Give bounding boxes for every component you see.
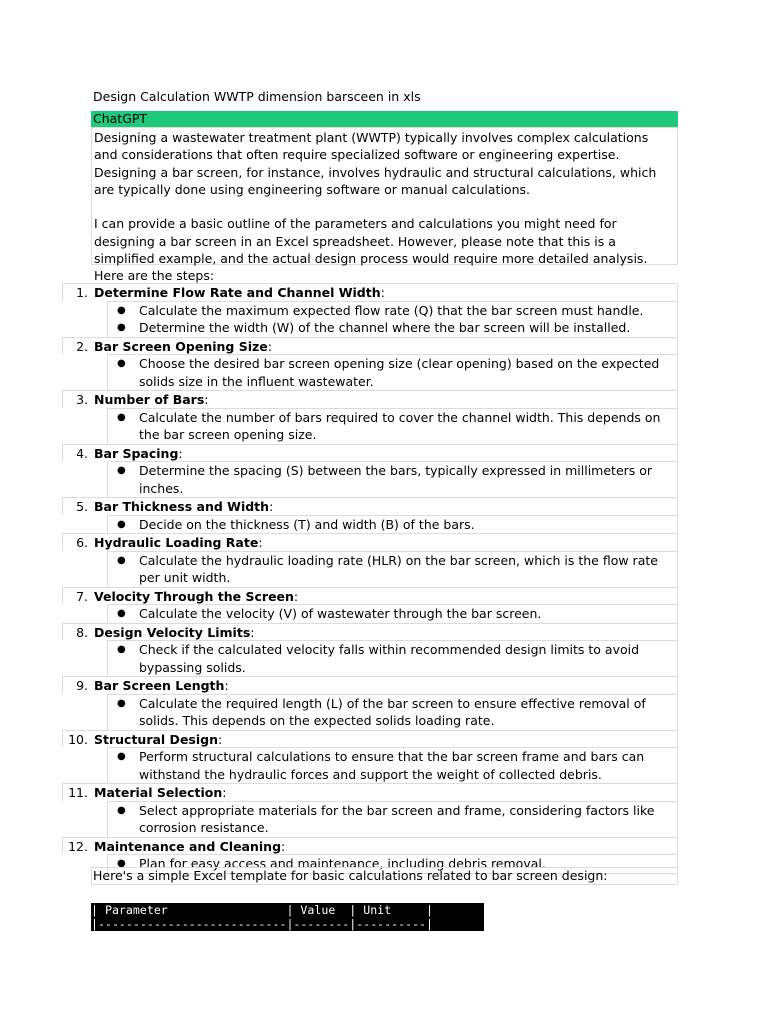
step-detail-text: Perform structural calculations to ensure that the bar screen frame and bars can withstand the hydraulic forces and support the weight of collected debris.	[139, 749, 645, 782]
step-title: Hydraulic Loading Rate:	[94, 535, 263, 550]
step-detail-item	[108, 302, 677, 320]
step-title: Structural Design:	[94, 731, 223, 747]
step-title: Velocity Through the Screen:	[94, 588, 299, 604]
code-line: | Parameter | Value | Unit |	[91, 903, 434, 917]
steps-list	[62, 283, 678, 874]
intro-paragraph: I can provide a basic outline of the parameters and calculations you might need for designing a bar screen in an Excel spreadsheet. However, please note that this is a simplified example, and the actual design process would require more detailed analysis. Here are the steps:	[94, 216, 648, 284]
step-detail-item	[108, 516, 677, 534]
step-detail-item	[108, 462, 677, 497]
step-title: Determine Flow Rate and Channel Width:	[94, 285, 385, 300]
step-title: Bar Spacing:	[94, 445, 183, 461]
step-detail-text: Determine the width (W) of the channel where the bar screen will be installed.	[139, 320, 631, 335]
step-detail-item	[108, 605, 677, 623]
step-detail-text: Decide on the thickness (T) and width (B) of the bars.	[139, 516, 475, 532]
step-item	[62, 533, 678, 587]
step-detail-list	[107, 301, 678, 337]
step-detail-item	[108, 552, 677, 587]
bullet-icon: ●	[117, 358, 126, 369]
step-title-text: Design Velocity Limits	[94, 624, 251, 640]
step-header	[62, 623, 678, 641]
step-detail-item	[108, 748, 677, 783]
document-title: Design Calculation WWTP dimension barsceen in xls	[93, 89, 421, 104]
step-detail-list	[107, 640, 678, 676]
intro-block	[91, 127, 678, 284]
step-detail-item	[108, 641, 677, 676]
step-title: Material Selection:	[94, 785, 227, 800]
bullet-icon: ●	[117, 858, 126, 869]
step-detail-text: Calculate the required length (L) of the bar screen to ensure effective removal of solids. This depends on the expected solids loading rate.	[139, 695, 646, 728]
step-detail-list	[107, 515, 678, 534]
step-number: 10.	[68, 731, 88, 747]
step-number: 6.	[76, 535, 88, 550]
step-title-text: Bar Screen Opening Size	[94, 338, 268, 354]
step-detail-list	[107, 461, 678, 497]
bullet-icon: ●	[117, 751, 126, 762]
bullet-icon: ●	[117, 518, 126, 530]
template-note: Here's a simple Excel template for basic calculations related to bar screen design:	[91, 867, 678, 885]
bullet-icon: ●	[117, 465, 126, 476]
step-title-text: Bar Thickness and Width	[94, 499, 270, 514]
step-title-text: Number of Bars	[94, 392, 205, 407]
bullet-icon: ●	[117, 804, 126, 816]
step-detail-list	[107, 801, 678, 837]
step-detail-text: Calculate the velocity (V) of wastewater through the bar screen.	[139, 606, 542, 621]
step-title: Bar Screen Length:	[94, 678, 229, 693]
assistant-label: ChatGPT	[91, 111, 678, 127]
step-detail-text: Calculate the hydraulic loading rate (HLR) on the bar screen, which is the flow rate per unit width.	[139, 552, 658, 585]
step-detail-list	[107, 354, 678, 390]
step-number: 12.	[68, 838, 88, 854]
step-number: 9.	[76, 678, 88, 693]
bullet-icon: ●	[117, 554, 126, 566]
step-item	[62, 497, 678, 533]
step-detail-text: Calculate the number of bars required to cover the channel width. This depends on the bar screen opening size.	[139, 409, 661, 442]
step-title: Bar Thickness and Width:	[94, 499, 274, 514]
step-item	[62, 783, 678, 837]
step-item	[62, 390, 678, 444]
step-detail-item	[108, 319, 677, 337]
step-header	[62, 837, 678, 855]
step-number: 7.	[76, 588, 88, 604]
bullet-icon: ●	[117, 304, 126, 316]
step-header	[62, 444, 678, 462]
step-item	[62, 587, 678, 623]
step-detail-text: Plan for easy access and maintenance, including debris removal.	[139, 856, 546, 871]
step-header	[62, 390, 678, 408]
step-item	[62, 444, 678, 498]
step-title-text: Determine Flow Rate and Channel Width	[94, 285, 381, 300]
intro-paragraph: Designing a wastewater treatment plant (WWTP) typically involves complex calculations and considerations that often require specialized software or engineering expertise. Designing a bar screen, for instance, involves hydraulic and structural calculations, which are typically done using engineering software or manual calculations.	[94, 130, 657, 197]
step-detail-item	[108, 355, 677, 390]
step-detail-list	[107, 604, 678, 623]
step-number: 3.	[76, 392, 88, 407]
step-number: 5.	[76, 499, 88, 514]
step-header	[62, 283, 678, 301]
step-title: Maintenance and Cleaning:	[94, 838, 286, 854]
step-number: 2.	[76, 338, 88, 354]
step-detail-text: Select appropriate materials for the bar screen and frame, considering factors like corrosion resistance.	[139, 802, 655, 835]
bullet-icon: ●	[117, 697, 126, 709]
step-title: Bar Screen Opening Size:	[94, 338, 272, 354]
step-title-text: Velocity Through the Screen	[94, 588, 294, 604]
code-line: |---------------------------|--------|----------|	[91, 917, 434, 931]
step-detail-text: Choose the desired bar screen opening size (clear opening) based on the expected solids size in the influent wastewater.	[139, 356, 660, 389]
step-title-text: Structural Design	[94, 731, 218, 747]
step-detail-text: Determine the spacing (S) between the bars, typically expressed in millimeters or inches.	[139, 463, 653, 496]
step-number: 4.	[76, 445, 88, 461]
step-title: Design Velocity Limits:	[94, 624, 255, 640]
step-detail-list	[107, 747, 678, 783]
bullet-icon: ●	[117, 608, 126, 619]
step-detail-text: Calculate the maximum expected flow rate (Q) that the bar screen must handle.	[139, 302, 644, 318]
step-header	[62, 676, 678, 694]
bullet-icon: ●	[117, 411, 126, 423]
step-detail-item	[108, 409, 677, 444]
step-item	[62, 283, 678, 337]
step-title-text: Maintenance and Cleaning	[94, 838, 282, 854]
step-detail-text: Check if the calculated velocity falls within recommended design limits to avoid bypassing solids.	[139, 642, 640, 675]
step-item	[62, 730, 678, 784]
step-detail-list	[107, 551, 678, 587]
code-block	[91, 903, 484, 931]
step-title-text: Bar Spacing	[94, 445, 179, 461]
step-item	[62, 337, 678, 391]
step-detail-item	[108, 695, 677, 730]
step-number: 11.	[68, 785, 88, 800]
step-title-text: Hydraulic Loading Rate	[94, 535, 259, 550]
step-header	[62, 783, 678, 801]
step-title-text: Material Selection	[94, 785, 223, 800]
step-header	[62, 587, 678, 605]
step-header	[62, 533, 678, 551]
step-number: 8.	[76, 624, 88, 640]
step-header	[62, 497, 678, 515]
step-detail-item	[108, 802, 677, 837]
step-item	[62, 623, 678, 677]
step-detail-list	[107, 408, 678, 444]
step-title-text: Bar Screen Length	[94, 678, 225, 693]
step-detail-list	[107, 694, 678, 730]
bullet-icon: ●	[117, 644, 126, 655]
bullet-icon: ●	[117, 322, 126, 333]
step-header	[62, 337, 678, 355]
step-number: 1.	[76, 285, 88, 300]
step-item	[62, 676, 678, 730]
step-title: Number of Bars:	[94, 392, 209, 407]
step-header	[62, 730, 678, 748]
